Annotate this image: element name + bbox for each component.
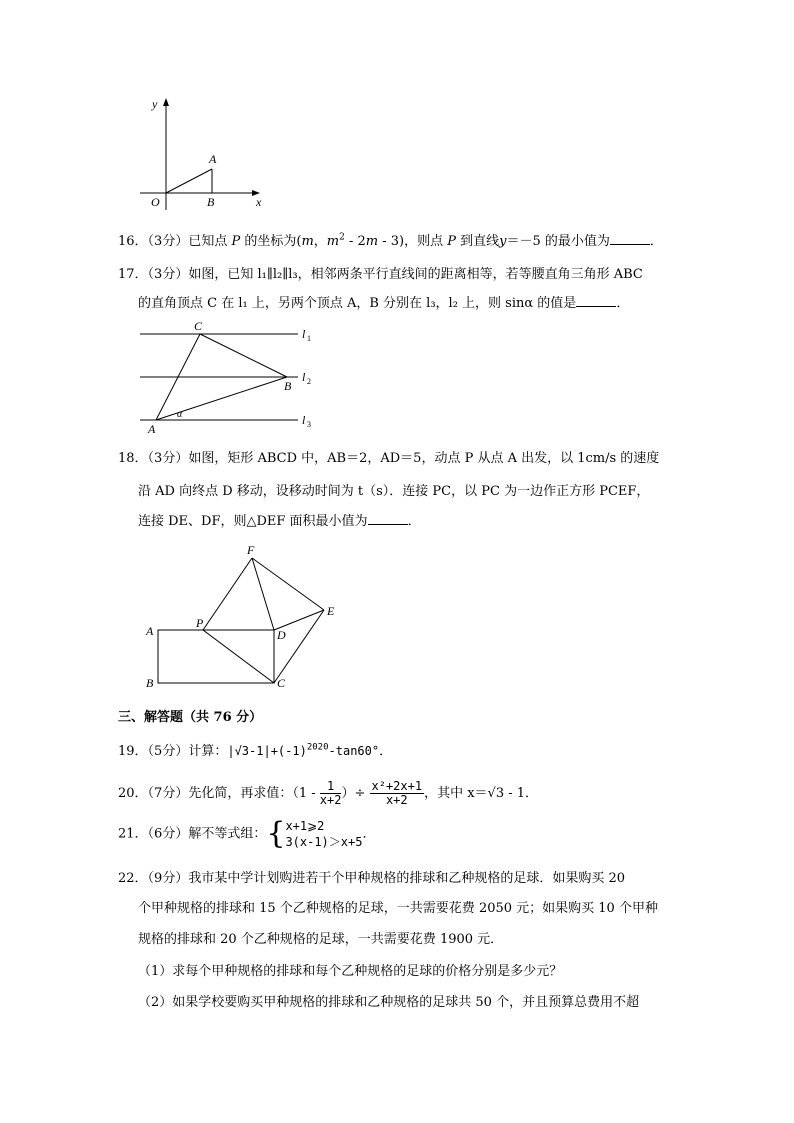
line-l1-label: l	[302, 327, 306, 341]
question-number: 18．	[118, 451, 148, 466]
question-18-line-1	[118, 447, 659, 466]
var: m	[301, 234, 314, 249]
question-text: 沿 AD 向终点 D 移动，设移动时间为 t（s）．连接 PC，以 PC 为一边作正方形 PCEF，	[138, 484, 650, 499]
question-text: 的直角顶点 C 在 l₁ 上，另两个顶点 A，B 分别在 l₃，l₂ 上，则 sinα 的值是	[138, 296, 577, 311]
question-18-line-2	[138, 480, 649, 499]
point-f-label: F	[247, 543, 255, 557]
math-expression: -tan60°	[328, 744, 380, 758]
text: 的坐标为(	[240, 234, 302, 249]
text: - 3)，则点	[378, 234, 448, 249]
text: ．	[379, 744, 393, 759]
question-21	[118, 818, 375, 850]
var: m	[365, 234, 379, 249]
question-score: （3分）	[147, 451, 189, 466]
text: ．	[362, 826, 376, 842]
inequality-system	[285, 818, 362, 850]
question-18-line-3	[138, 510, 421, 529]
parallel-lines-figure	[130, 316, 330, 438]
line-l2-label: l	[302, 370, 306, 384]
question-score: （6分）	[147, 826, 189, 842]
question-text: 计算：	[188, 744, 228, 759]
point-b-label: B	[284, 379, 292, 393]
line-l1-subscript: 1	[307, 334, 311, 343]
question-22-line-1	[118, 867, 625, 886]
question-text: 我市某中学计划购进若干个甲种规格的排球和乙种规格的足球．如果购买 20	[188, 871, 626, 886]
brace-icon: {	[266, 816, 286, 851]
axis-y-label: y	[152, 97, 158, 111]
rectangle-square-figure	[140, 540, 350, 695]
question-score: （3分）	[147, 234, 189, 249]
question-22-line-2: 个甲种规格的排球和 15 个乙种规格的足球，一共需要花费 2050 元；如果购买 10 个甲种	[138, 901, 658, 916]
point-a-label: A	[146, 624, 154, 638]
question-text: 连接 DE、DF，则△DEF 面积最小值为	[138, 514, 368, 529]
text: ＝－5 的最小值为	[506, 234, 610, 249]
question-score: （9分）	[147, 871, 189, 886]
fraction	[320, 780, 342, 807]
question-number: 22．	[118, 871, 148, 886]
point-d-label: D	[277, 628, 286, 642]
inequality: x+1⩾2	[285, 819, 325, 833]
numerator: x²+2x+1	[371, 779, 423, 793]
question-20	[118, 780, 538, 807]
text: ．	[649, 234, 663, 249]
question-19	[118, 740, 392, 759]
var: P	[231, 234, 241, 249]
exponent: 2020	[306, 742, 329, 753]
line-l3-subscript: 3	[307, 420, 311, 429]
answer-blank	[610, 232, 650, 245]
question-22-sub-2: （2）如果学校要购买甲种规格的排球和乙种规格的足球共 50 个，并且预算总费用不超	[138, 995, 640, 1010]
question-score: （5分）	[147, 744, 189, 759]
point-c-label: C	[194, 319, 203, 333]
var: P	[447, 234, 456, 249]
section-heading: 三、解答题（共 76 分）	[118, 710, 263, 725]
question-number: 17．	[118, 267, 148, 282]
question-score: （3分）	[147, 267, 189, 282]
superscript: 2	[339, 232, 345, 243]
question-number: 19．	[118, 744, 148, 759]
text: ．	[616, 296, 630, 311]
text: 到直线	[456, 234, 500, 249]
var: y	[499, 234, 507, 249]
question-17-line-2	[138, 292, 629, 311]
line-l3-label: l	[302, 413, 306, 427]
math-expression: |√3-1|+(-1)	[227, 744, 307, 758]
text: - 2	[344, 234, 366, 249]
question-score: （7分）	[147, 786, 189, 801]
denominator: x+2	[319, 793, 342, 807]
denominator: x+2	[385, 793, 408, 807]
text: ．	[407, 514, 421, 529]
question-number: 16．	[118, 234, 148, 249]
point-b-label: B	[146, 676, 154, 690]
answer-blank	[576, 294, 616, 307]
question-number: 20．	[118, 786, 148, 801]
axis-x-label: x	[256, 195, 262, 209]
text: ，其中 x＝√3 - 1．	[424, 786, 539, 801]
point-p-label: P	[196, 616, 204, 630]
numerator: 1	[320, 780, 342, 794]
point-e-label: E	[327, 604, 335, 618]
text: 已知点	[188, 234, 232, 249]
question-17-line-1	[118, 263, 643, 282]
inequality: 3(x-1)＞x+5	[285, 835, 363, 849]
point-b-label: B	[207, 195, 215, 209]
line-l2-subscript: 2	[307, 377, 311, 386]
question-22-sub-1: （1）求每个甲种规格的排球和每个乙种规格的足球的价格分别是多少元？	[138, 964, 563, 979]
question-number: 21．	[118, 826, 148, 842]
question-text: 先化简，再求值：（1 -	[188, 786, 316, 801]
coordinate-figure	[130, 90, 280, 215]
fraction	[370, 780, 425, 807]
angle-alpha-label: α	[177, 409, 183, 420]
origin-label: O	[151, 195, 160, 209]
point-a-label: A	[209, 152, 217, 166]
point-c-label: C	[277, 676, 286, 690]
text: ）÷	[341, 786, 366, 801]
question-text: 如图，矩形 ABCD 中，AB＝2，AD＝5，动点 P 从点 A 出发，以 1cm/s 的速度	[188, 451, 660, 466]
question-22-line-3: 规格的排球和 20 个乙种规格的足球，一共需要花费 1900 元．	[138, 932, 504, 947]
point-a-label: A	[148, 422, 156, 436]
var: m	[326, 234, 340, 249]
question-16	[118, 230, 663, 249]
question-text: 如图，已知 l₁∥l₂∥l₃，相邻两条平行直线间的距离相等，若等腰直角三角形 ABC	[188, 267, 643, 282]
text: ，	[313, 234, 327, 249]
answer-blank	[368, 512, 408, 525]
question-text: 解不等式组：	[188, 826, 267, 842]
